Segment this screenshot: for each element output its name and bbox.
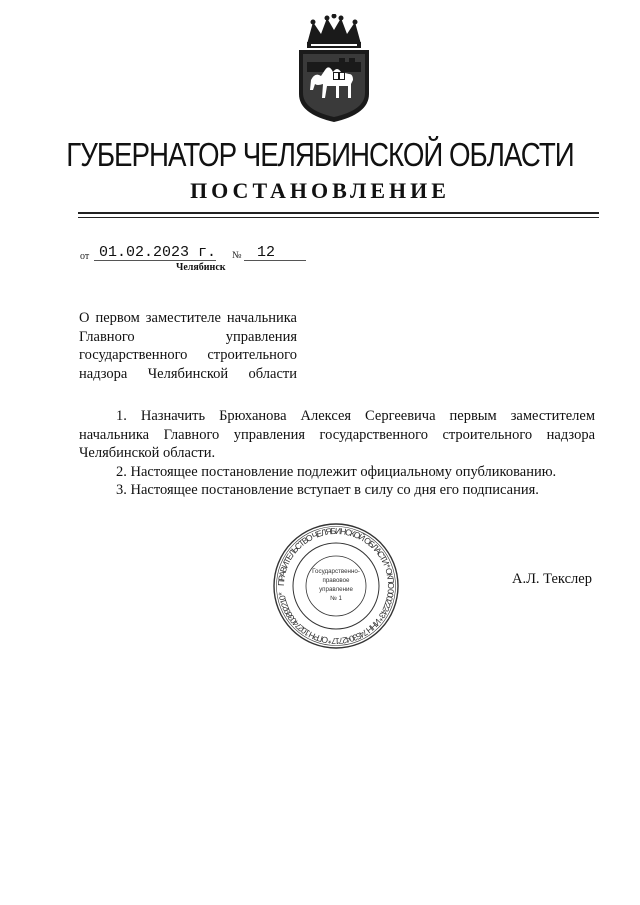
- document-type-title: ПОСТАНОВЛЕНИЕ: [190, 178, 450, 203]
- date-prefix-label: от: [80, 251, 90, 262]
- subject-line: Главного управления: [79, 328, 297, 345]
- number-sign-label: №: [232, 250, 242, 261]
- date-underline: [94, 260, 216, 261]
- subject-line: надзора Челябинской области: [79, 365, 297, 382]
- body-paragraph: 1. Назначить Брюханова Алексея Сергеевича первым заместителем начальника Главного управления государственного строительного надзора Челябинской области.: [79, 408, 595, 461]
- stamp-center-line: Государственно-: [312, 568, 360, 575]
- subject-line: государственного строительного: [79, 347, 297, 363]
- subject-line: О первом заместителе начальника: [79, 310, 297, 326]
- body-text: [79, 407, 595, 500]
- subject-block: [79, 309, 297, 383]
- header-rule-thick: [78, 212, 599, 214]
- city-label: Челябинск: [176, 262, 226, 273]
- stamp-ring-text: ПРАВИТЕЛЬСТВО ЧЕЛЯБИНСКОЙ ОБЛАСТИ * ОКПО 00022243 * ИНН 7453042717 * ОГРН 1027403892210 *: [275, 525, 397, 647]
- body-paragraph: 3. Настоящее постановление вступает в силу со дня его подписания.: [116, 482, 539, 498]
- header-rule-thin: [78, 217, 599, 218]
- number-underline: [244, 260, 306, 261]
- body-paragraph: 2. Настоящее постановление подлежит официальному опубликованию.: [116, 463, 557, 480]
- signatory-name: А.Л. Текслер: [512, 571, 592, 587]
- document-date: 01.02.2023 г.: [99, 244, 217, 261]
- document-number: 12: [257, 244, 276, 261]
- stamp-center-line: правовое: [322, 577, 350, 584]
- governor-title: ГУБЕРНАТОР ЧЕЛЯБИНСКОЙ ОБЛАСТИ: [66, 136, 574, 173]
- official-stamp: [272, 522, 400, 650]
- coat-of-arms-emblem: [293, 14, 375, 124]
- stamp-center-line: № 1: [330, 595, 342, 602]
- stamp-center-line: управление: [319, 586, 353, 593]
